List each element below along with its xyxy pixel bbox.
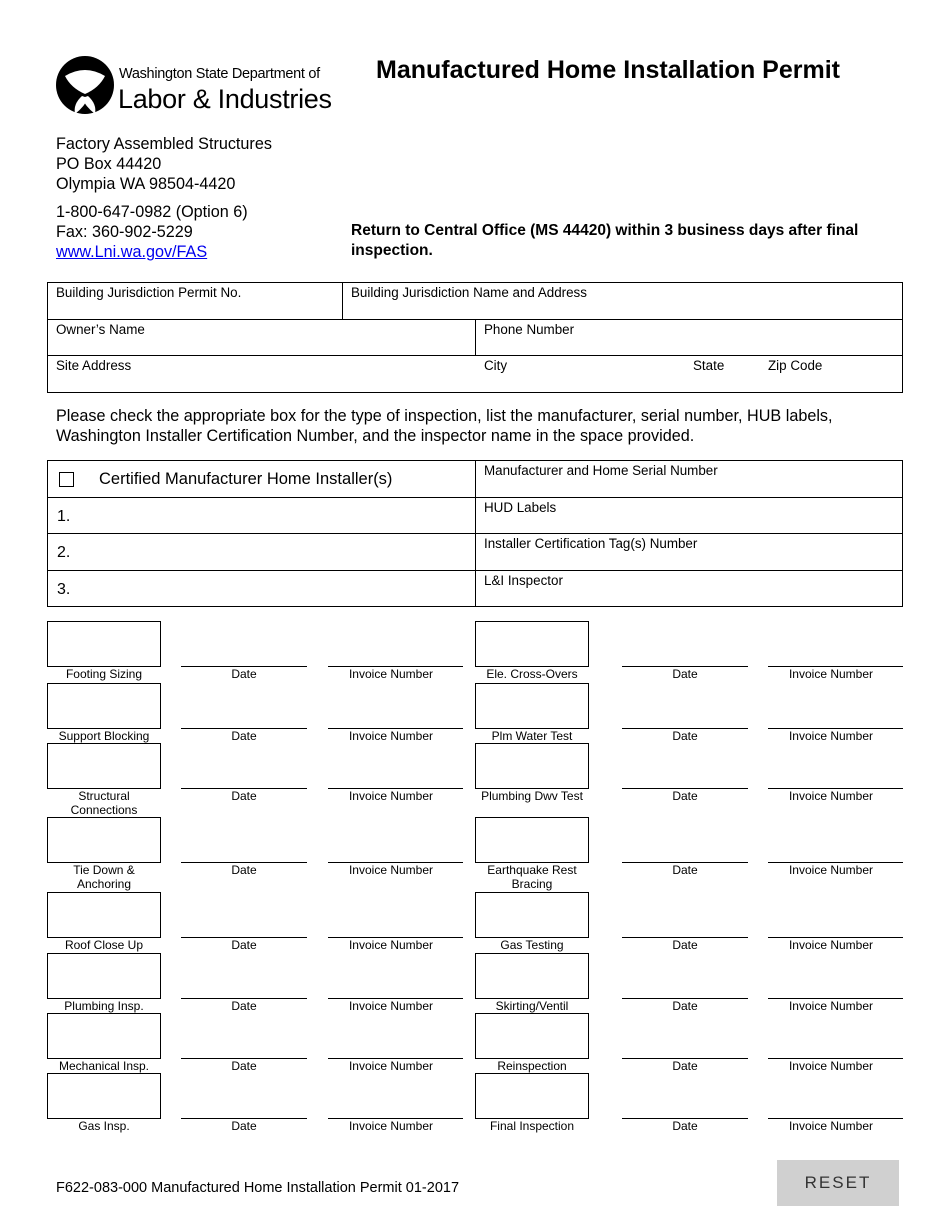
date-label-left-1: Date bbox=[231, 667, 257, 681]
cert-tag-input[interactable] bbox=[484, 552, 894, 568]
form-identifier: F622-083-000 Manufactured Home Installation Permit 01-2017 bbox=[56, 1180, 460, 1196]
fax-number: Fax: 360-902-5229 bbox=[56, 223, 193, 241]
inspection-label-right-2: Plm Water Test bbox=[491, 729, 573, 743]
date-label-left-7: Date bbox=[231, 1059, 257, 1073]
inspection-box-right-5[interactable] bbox=[475, 892, 589, 938]
inspection-label-right-4: Earthquake Rest Bracing bbox=[487, 863, 577, 891]
inspection-label-right-3: Plumbing Dwv Test bbox=[481, 789, 583, 803]
inspection-box-left-2[interactable] bbox=[47, 683, 161, 729]
inspection-label-left-4: Tie Down & Anchoring bbox=[73, 863, 135, 891]
inspection-box-right-7[interactable] bbox=[475, 1013, 589, 1059]
date-label-left-4: Date bbox=[231, 863, 257, 877]
invoice-label-left-1: Invoice Number bbox=[348, 667, 434, 681]
invoice-label-right-4: Invoice Number bbox=[788, 863, 874, 877]
invoice-label-right-8: Invoice Number bbox=[788, 1119, 874, 1133]
site-info-table bbox=[47, 282, 903, 393]
invoice-label-left-2: Invoice Number bbox=[348, 729, 434, 743]
inspection-box-right-4[interactable] bbox=[475, 817, 589, 863]
inspection-box-left-3[interactable] bbox=[47, 743, 161, 789]
logo-department-text: Washington State Department of bbox=[119, 66, 320, 82]
invoice-label-left-4: Invoice Number bbox=[348, 863, 434, 877]
inspection-label-left-3: Structural Connections bbox=[70, 789, 138, 817]
lni-logo-icon bbox=[55, 54, 115, 116]
zip-input[interactable] bbox=[768, 374, 893, 390]
address-line-1: Factory Assembled Structures bbox=[56, 135, 272, 153]
inspection-label-right-8: Final Inspection bbox=[489, 1119, 575, 1133]
invoice-label-left-3: Invoice Number bbox=[348, 789, 434, 803]
date-label-left-5: Date bbox=[231, 938, 257, 952]
inspection-box-right-3[interactable] bbox=[475, 743, 589, 789]
installer-2-input[interactable] bbox=[78, 544, 468, 562]
website-link[interactable]: www.Lni.wa.gov/FAS bbox=[56, 243, 208, 261]
hud-labels-input[interactable] bbox=[484, 516, 894, 532]
city-label: City bbox=[484, 358, 508, 373]
hud-labels-label: HUD Labels bbox=[484, 500, 557, 515]
owner-name-label: Owner’s Name bbox=[56, 322, 145, 337]
invoice-label-left-6: Invoice Number bbox=[348, 999, 434, 1013]
inspection-label-left-8: Gas Insp. bbox=[78, 1119, 130, 1133]
cert-tag-label: Installer Certification Tag(s) Number bbox=[484, 536, 698, 551]
jurisdiction-input[interactable] bbox=[351, 301, 896, 317]
date-label-right-2: Date bbox=[672, 729, 698, 743]
date-label-left-6: Date bbox=[231, 999, 257, 1013]
installer-checkbox[interactable] bbox=[59, 472, 74, 487]
inspection-label-left-6: Plumbing Insp. bbox=[64, 999, 144, 1013]
invoice-label-left-5: Invoice Number bbox=[348, 938, 434, 952]
inspection-label-left-1: Footing Sizing bbox=[65, 667, 143, 681]
date-label-right-7: Date bbox=[672, 1059, 698, 1073]
form-title: Manufactured Home Installation Permit bbox=[376, 56, 840, 84]
inspection-label-left-7: Mechanical Insp. bbox=[58, 1059, 150, 1073]
invoice-label-right-5: Invoice Number bbox=[788, 938, 874, 952]
inspector-label: L&I Inspector bbox=[484, 573, 563, 588]
inspection-box-left-1[interactable] bbox=[47, 621, 161, 667]
agency-logo bbox=[55, 54, 332, 116]
owner-name-input[interactable] bbox=[56, 338, 471, 354]
invoice-label-left-7: Invoice Number bbox=[348, 1059, 434, 1073]
date-label-right-5: Date bbox=[672, 938, 698, 952]
date-label-left-2: Date bbox=[231, 729, 257, 743]
phone-number: 1-800-647-0982 (Option 6) bbox=[56, 203, 248, 221]
state-label: State bbox=[693, 358, 725, 373]
inspection-box-left-8[interactable] bbox=[47, 1073, 161, 1119]
installer-1-input[interactable] bbox=[78, 508, 468, 526]
invoice-label-right-1: Invoice Number bbox=[788, 667, 874, 681]
date-label-right-8: Date bbox=[672, 1119, 698, 1133]
date-label-left-8: Date bbox=[231, 1119, 257, 1133]
permit-no-input[interactable] bbox=[56, 301, 336, 317]
return-instructions: Return to Central Office (MS 44420) within 3 business days after final inspection. bbox=[351, 222, 859, 259]
installer-3-input[interactable] bbox=[78, 581, 468, 599]
contact-info bbox=[56, 202, 248, 262]
inspection-label-left-2: Support Blocking bbox=[58, 729, 150, 743]
address-line-3: Olympia WA 98504-4420 bbox=[56, 175, 236, 193]
logo-agency-name: Labor & Industries bbox=[118, 84, 332, 114]
inspector-input[interactable] bbox=[484, 589, 894, 605]
installer-row-1-label: 1. bbox=[57, 508, 71, 525]
inspection-box-left-5[interactable] bbox=[47, 892, 161, 938]
city-input[interactable] bbox=[484, 374, 684, 390]
invoice-label-right-2: Invoice Number bbox=[788, 729, 874, 743]
invoice-label-left-8: Invoice Number bbox=[348, 1119, 434, 1133]
serial-number-label: Manufacturer and Home Serial Number bbox=[484, 463, 718, 478]
inspection-label-left-5: Roof Close Up bbox=[64, 938, 144, 952]
reset-button[interactable]: RESET bbox=[777, 1160, 899, 1206]
date-label-left-3: Date bbox=[231, 789, 257, 803]
site-address-input[interactable] bbox=[56, 374, 471, 390]
zip-label: Zip Code bbox=[768, 358, 823, 373]
inspection-label-right-1: Ele. Cross-Overs bbox=[486, 667, 578, 681]
state-input[interactable] bbox=[693, 374, 753, 390]
address-line-2: PO Box 44420 bbox=[56, 155, 162, 173]
invoice-label-right-7: Invoice Number bbox=[788, 1059, 874, 1073]
installer-row-3-label: 3. bbox=[57, 581, 71, 598]
installers-label: Certified Manufacturer Home Installer(s) bbox=[99, 470, 393, 488]
inspection-box-left-7[interactable] bbox=[47, 1013, 161, 1059]
phone-input[interactable] bbox=[484, 338, 894, 354]
serial-number-input[interactable] bbox=[484, 479, 894, 495]
inspection-box-right-8[interactable] bbox=[475, 1073, 589, 1119]
date-label-right-4: Date bbox=[672, 863, 698, 877]
inspection-box-right-1[interactable] bbox=[475, 621, 589, 667]
date-label-right-6: Date bbox=[672, 999, 698, 1013]
date-label-right-3: Date bbox=[672, 789, 698, 803]
invoice-label-right-3: Invoice Number bbox=[788, 789, 874, 803]
inspection-label-right-6: Skirting/Ventil bbox=[495, 999, 569, 1013]
instructions-text: Please check the appropriate box for the type of inspection, list the manufacturer, serial number, HUB labels, Washington Installer Certification Number, and the inspector name in the space provided. bbox=[56, 407, 833, 445]
inspection-box-right-6[interactable] bbox=[475, 953, 589, 999]
permit-no-label: Building Jurisdiction Permit No. bbox=[56, 285, 242, 300]
installer-table bbox=[47, 460, 903, 607]
inspection-box-left-4[interactable] bbox=[47, 817, 161, 863]
date-label-right-1: Date bbox=[672, 667, 698, 681]
jurisdiction-label: Building Jurisdiction Name and Address bbox=[351, 285, 587, 300]
installer-row-2-label: 2. bbox=[57, 544, 71, 561]
inspection-label-right-5: Gas Testing bbox=[500, 938, 564, 952]
inspection-label-right-7: Reinspection bbox=[497, 1059, 567, 1073]
invoice-label-right-6: Invoice Number bbox=[788, 999, 874, 1013]
mailing-address bbox=[56, 134, 272, 194]
inspection-box-left-6[interactable] bbox=[47, 953, 161, 999]
site-address-label: Site Address bbox=[56, 358, 132, 373]
inspection-box-right-2[interactable] bbox=[475, 683, 589, 729]
phone-label: Phone Number bbox=[484, 322, 575, 337]
